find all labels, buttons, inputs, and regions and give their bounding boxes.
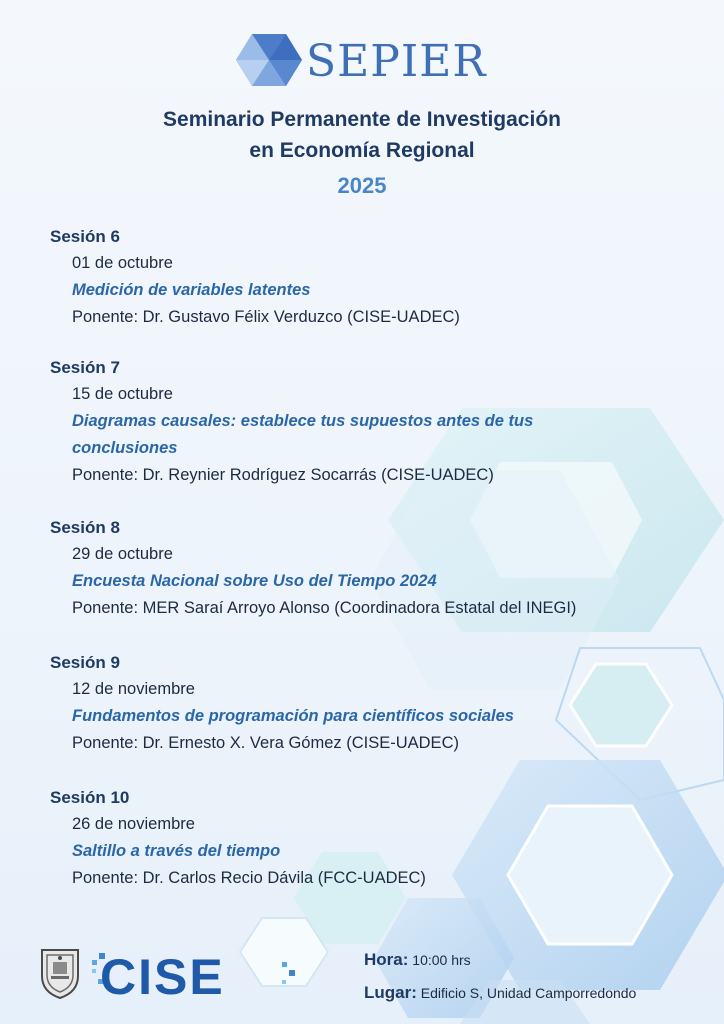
lugar-value: Edificio S, Unidad Camporredondo — [420, 985, 637, 1001]
session-date: 26 de noviembre — [72, 815, 195, 833]
session-9 — [50, 650, 514, 757]
session-label: Sesión 7 — [50, 358, 120, 377]
session-8 — [50, 515, 576, 622]
session-topic: Fundamentos de programación para científicos sociales — [72, 707, 514, 725]
lugar-label: Lugar: — [364, 983, 417, 1002]
uadec-seal-icon — [38, 946, 82, 1000]
hora-value: 10:00 hrs — [412, 952, 471, 968]
session-date: 15 de octubre — [72, 385, 173, 403]
session-7 — [50, 355, 632, 489]
seminar-year: 2025 — [337, 173, 387, 198]
session-label: Sesión 6 — [50, 227, 120, 246]
session-label: Sesión 8 — [50, 518, 120, 537]
session-date: 29 de octubre — [72, 545, 173, 563]
title-line-1: Seminario Permanente de Investigación — [163, 108, 561, 131]
session-label: Sesión 10 — [50, 788, 130, 807]
session-6 — [50, 224, 460, 331]
hora-label: Hora: — [364, 950, 409, 969]
session-topic: Encuesta Nacional sobre Uso del Tiempo 2024 — [72, 572, 437, 590]
seminar-title — [0, 104, 724, 166]
session-speaker: Ponente: Dr. Carlos Recio Dávila (FCC-UADEC) — [72, 869, 426, 887]
sepier-logo — [236, 30, 496, 92]
cise-logo-text: CISE — [100, 949, 225, 1002]
lugar-info — [364, 983, 636, 1003]
sepier-logo-text: SEPIER — [306, 36, 487, 87]
session-speaker: Ponente: MER Saraí Arroyo Alonso (Coordinadora Estatal del INEGI) — [72, 599, 577, 617]
session-date: 01 de octubre — [72, 254, 173, 272]
session-speaker: Ponente: Dr. Reynier Rodríguez Socarrás (CISE-UADEC) — [72, 466, 494, 484]
hexagon-logo-icon — [236, 32, 302, 88]
session-speaker: Ponente: Dr. Gustavo Félix Verduzco (CISE-UADEC) — [72, 308, 460, 326]
cise-logo — [92, 946, 298, 1002]
session-topic: Saltillo a través del tiempo — [72, 842, 281, 860]
session-speaker: Ponente: Dr. Ernesto X. Vera Gómez (CISE-UADEC) — [72, 734, 459, 752]
session-topic: Medición de variables latentes — [72, 281, 311, 299]
session-label: Sesión 9 — [50, 653, 120, 672]
title-line-2: en Economía Regional — [249, 139, 475, 162]
session-topic: Diagramas causales: establece tus supuestos antes de tus conclusiones — [72, 412, 534, 457]
hora-info — [364, 950, 471, 970]
session-10 — [50, 785, 426, 892]
session-date: 12 de noviembre — [72, 680, 195, 698]
